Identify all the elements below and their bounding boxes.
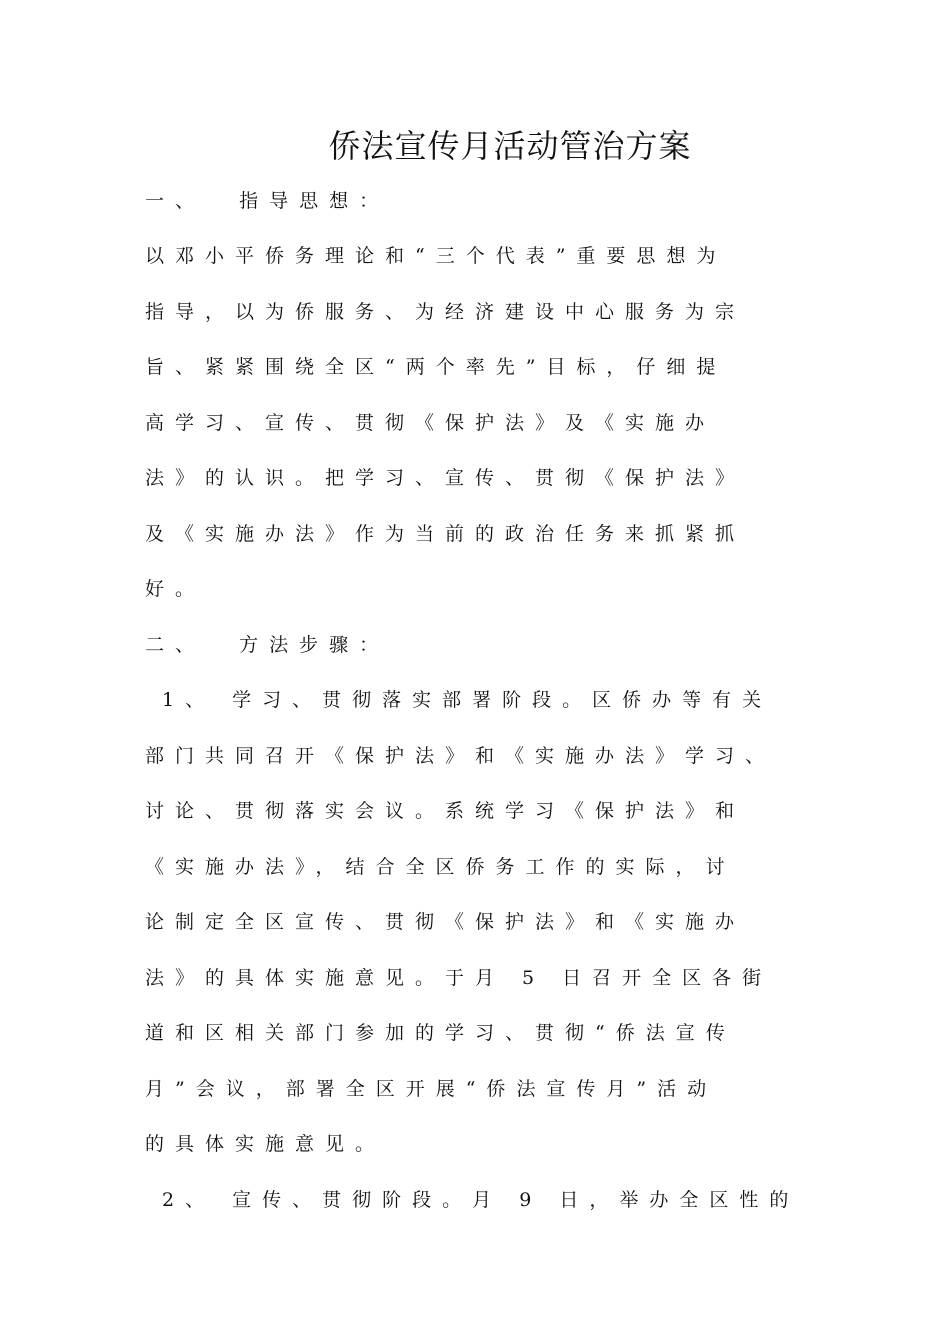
text-line: 论制定全区宣传、贯彻《保护法》和《实施办 (145, 911, 746, 933)
document-title: 侨法宣传月活动管治方案 (328, 127, 692, 165)
text-line: 指导，以为侨服务、为经济建设中心服务为宗 (145, 301, 746, 323)
text-line: 法》的认识。把学习、宣传、贯彻《保护法》 (145, 467, 746, 489)
text-line: 1、 学习、贯彻落实部署阶段。区侨办等有关 (145, 689, 773, 711)
text-line: 旨、紧紧围绕全区“两个率先”目标，仔细提 (145, 356, 727, 378)
text-line: 部门共同召开《保护法》和《实施办法》学习、 (145, 745, 776, 767)
text-line: 高学习、宣传、贯彻《保护法》及《实施办 (145, 412, 716, 434)
text-line: 月”会议，部署全区开展“侨法宣传月”活动 (145, 1078, 718, 1100)
text-line: 二、 方法步骤： (145, 634, 390, 656)
text-line: 《实施办法》，结合全区侨务工作的实际，讨 (145, 856, 736, 878)
text-line: 好。 (145, 578, 206, 600)
text-line: 的具体实施意见。 (145, 1133, 386, 1155)
text-line: 讨论、贯彻落实会议。系统学习《保护法》和 (145, 800, 746, 822)
text-line: 及《实施办法》作为当前的政治任务来抓紧抓 (145, 523, 746, 545)
text-line: 以邓小平侨务理论和“三个代表”重要思想为 (145, 245, 727, 267)
text-line: 一、 指导思想： (145, 190, 390, 212)
text-line: 道和区相关部门参加的学习、贯彻“侨法宣传 (145, 1022, 736, 1044)
text-line: 2、 宣传、贯彻阶段。月 9 日，举办全区性的 (145, 1189, 800, 1211)
text-line: 法》的具体实施意见。于月 5 日召开全区各街 (145, 967, 773, 989)
